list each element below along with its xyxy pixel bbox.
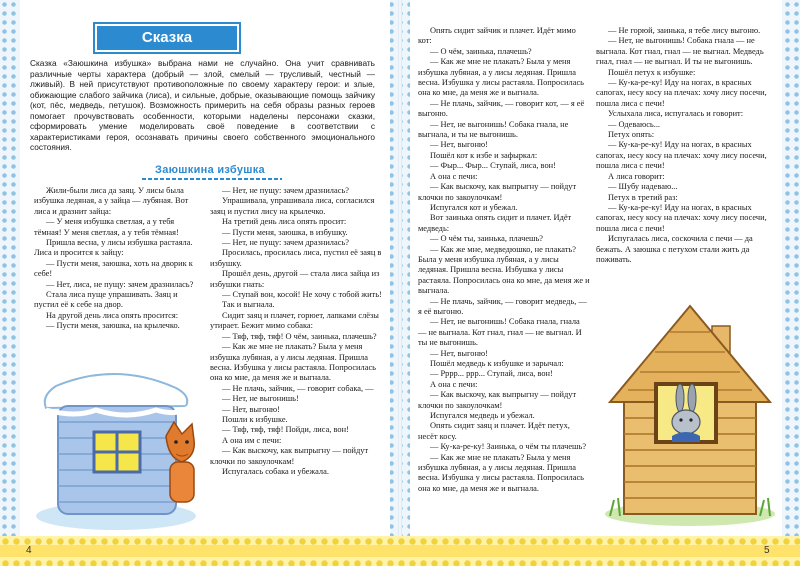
story-paragraph: Испугался кот и убежал. — [430, 202, 518, 212]
story-paragraph: — О чём, заинька, плачешь? — [430, 46, 532, 56]
story-paragraph: — Ку-ка-ре-ку! Иду на ногах, в красных сапогах, несу косу на плечах: хочу лису посечи, пошла лиса с печи! — [596, 78, 767, 108]
story-paragraph: Опять сидит заяц и плачет. Идёт петух, несёт косу. — [418, 421, 570, 441]
story-paragraph: — Пусти меня, заюшка, в избушку. — [222, 227, 348, 237]
story-paragraph: — Нет, не выгонишь! Собака гнала, не выгнала, и ты не выгонишь. — [418, 119, 569, 140]
story-paragraph: — Не горюй, заинька, я тебе лису выгоню. — [608, 26, 761, 35]
story-paragraph: На другой день лиса опять просится: — [46, 310, 179, 320]
story-paragraph: — Как выскочу, как выпрыгну — пойдут клочки по закоулочкам! — [418, 182, 577, 202]
text-column-1 — [34, 186, 194, 332]
story-paragraph: — Не плачь, зайчик, — говорит медведь, — я её выгоню. — [418, 296, 587, 316]
story-paragraph: — Ку-ка-ре-ку! Иду на ногах, в красных сапогах, несу косу на плечах: хочу лису посечи, пошла лиса с печи! — [596, 140, 767, 171]
story-paragraph: А она с печи: — [430, 171, 478, 181]
story-paragraph: — Тяф, тяф, тяф! Пойди, лиса, вон! — [222, 425, 349, 435]
story-paragraph: — У меня избушка светлая, а у тебя тёмная! У меня светлая, а у тебя тёмная! — [34, 217, 179, 237]
story-paragraph: На третий день лиса опять просит: — [222, 217, 347, 227]
story-paragraph: Петух в третий раз: — [608, 192, 678, 202]
section-title: Сказка — [95, 24, 239, 52]
story-paragraph: — Как же мне не плакать? Была у меня избушка лубяная, а у лисы ледяная. Пришла весна. Избушка у лисы растаяла. Попросилась она ко мне, да меня же и выгнала. — [418, 452, 584, 493]
story-paragraph: — Пусти меня, заюшка, хоть на дворик к себе! — [34, 258, 193, 279]
story-paragraph: Прошёл день, другой — стала лиса зайца из избушки гнать: — [210, 269, 380, 289]
story-paragraph: Пошёл медведь к избушке и зарычал: — [430, 359, 564, 368]
story-paragraph: — Нет, лиса, не пущу: зачем дразнилась? — [46, 279, 194, 289]
story-paragraph: — Ку-ка-ре-ку! Иду на ногах, в красных сапогах, несу косу на плечах: хочу лису посечи, пошла лиса с печи! — [596, 202, 767, 233]
snow-roof — [45, 374, 188, 408]
story-paragraph: — Нет, не выгонишь! Собака гнала, гнала — не выгнала. Кот гнал, гнал — не выгнал. И ты не выгонишь. — [418, 317, 582, 348]
story-paragraph: — Нет, выгоню! — [430, 348, 488, 358]
page-number-left: 4 — [26, 545, 32, 556]
page-number-right: 5 — [764, 545, 770, 556]
story-paragraph: Пошёл кот к избе и зафыркал: — [430, 150, 538, 160]
story-paragraph: — Фыр... Фыр... Ступай, лиса, вон! — [430, 161, 556, 171]
story-paragraph: — Шубу надеваю... — [608, 182, 678, 192]
story-paragraph: — Нет, не пущу: зачем дразнилась? — [222, 238, 349, 248]
story-paragraph: — Нет, не выгонишь! Собака гнала — не выгнала. Кот гнал, гнал — не выгнал. Медведь гнал, гнал — не выгнал. И ты не выгонишь. — [596, 36, 764, 67]
story-paragraph: — Не плачь, зайчик, — говорит кот, — я её выгоню. — [418, 98, 585, 119]
wooden-hut-illustration — [600, 302, 780, 530]
story-paragraph: — Как же мне не плакать? Была у меня избушка лубяная, а у лисы ледяная. Пришла весна. Избушка у лисы растаяла. Попросилась она ко мне, да меня же и выгнала. — [210, 342, 376, 383]
story-paragraph: — Как выскочу, как выпрыгну — пойдут клочки по закоулочкам! — [418, 390, 577, 410]
story-paragraph: — Не плачь, зайчик, — говорит собака, — — [222, 383, 374, 393]
story-title-underline — [142, 178, 282, 180]
book-spine — [398, 0, 402, 536]
story-paragraph: Сидит заяц и плачет, горюет, лапками слёзы утирает. Бежит мимо собака: — [210, 310, 379, 331]
story-paragraph: — Рррр... ррр... Ступай, лиса, вон! — [430, 369, 553, 379]
story-paragraph: — Тяф, тяф, тяф! О чём, заинька, плачешь? — [222, 331, 377, 341]
story-paragraph: Испугалась лиса, соскочила с печи — да бежать. А заюшка с петухом стали жить да поживать. — [596, 234, 753, 264]
story-paragraph: Испугался медведь и убежал. — [430, 411, 535, 421]
story-paragraph: Петух опять: — [608, 130, 655, 140]
story-paragraph: — Нет, выгоню! — [430, 140, 488, 150]
story-paragraph: — Нет, не выгонишь! — [222, 394, 299, 404]
footer-strip — [0, 536, 800, 566]
story-paragraph: Пошёл петух к избушке: — [608, 67, 696, 77]
footer-band — [0, 545, 800, 557]
ice-hut-illustration — [36, 366, 206, 531]
story-paragraph: А лиса говорит: — [608, 171, 665, 181]
story-paragraph: — Одеваюсь... — [608, 119, 661, 129]
intro-paragraph: Сказка «Заюшкина избушка» выбрана нами не случайно. Она учит сравнивать различные черты характера (добрый — злой, смелый — трусливый, честный — лживый). В ней присутствуют противоположные по своему характеру герои: и злые, обижающие слабого зайчика (лиса), и сильные, добрые, оказывающие помощь зайчику (кот, пёс, медведь, петушок). Возможность примерить на себя образы разных героев помогает прочувствовать особенности, которыми наделены персонажи сказки, сформировать умение моделировать своё поведение в соответствии с характеристиками героя, осознавать причины своего собственного эмоционального состояния. — [30, 58, 375, 152]
story-paragraph: — Как же мне, медведюшко, не плакать? Была у меня избушка лубяная, а у лисы ледяная. Пришла весна. Избушка у лисы растаяла. Попросилась она ко мне, да меня же и выгнала. — [418, 244, 590, 296]
story-paragraph: Так и выгнала. — [222, 300, 275, 310]
story-paragraph: — Как выскочу, как выпрыгну — пойдут клочки по закоулочкам! — [210, 446, 369, 466]
story-paragraph: — О чём ты, заинька, плачешь? — [430, 234, 544, 244]
story-paragraph: Стала лиса пуще упрашивать. Заяц и пустил её к себе на двор. — [34, 290, 178, 310]
story-paragraph: Упрашивала, упрашивала лиса, согласился заяц и пустил лису на крылечко. — [210, 196, 375, 216]
text-column-2 — [210, 186, 385, 477]
story-paragraph: Просилась, просилась лиса, пустил её заяц в избушку. — [210, 248, 382, 268]
story-paragraph: Услыхала лиса, испугалась и говорит: — [608, 109, 744, 119]
story-paragraph: — Как же мне не плакать? Была у меня избушка лубяная, а у лисы ледяная. Пришла весна. Избушка у лисы растаяла. Попросилась она ко мне, да меня же и выгнала. — [418, 57, 584, 98]
story-paragraph: Жили-были лиса да заяц. У лисы была избушка ледяная, а у зайца — лубяная. Вот лиса и дразнит зайца: — [34, 186, 189, 216]
story-paragraph: Вот заинька опять сидит и плачет. Идёт медведь: — [418, 213, 572, 233]
story-paragraph: Пошли к избушке. — [222, 414, 288, 424]
story-paragraph: Пришла весна, у лисы избушка растаяла. Лиса и просится к зайцу: — [34, 238, 193, 258]
story-paragraph: — Нет, не пущу: зачем дразнилась? — [222, 186, 349, 195]
story-paragraph: — Ступай вон, косой! Не хочу с тобой жить! — [222, 290, 382, 300]
story-paragraph: А она с печи: — [430, 379, 478, 389]
story-paragraph: — Пусти меня, заюшка, на крылечко. — [46, 321, 180, 331]
story-paragraph: А она им с печи: — [222, 435, 282, 445]
story-paragraph: Испугалась собака и убежала. — [222, 466, 329, 476]
story-paragraph: — Нет, выгоню! — [222, 404, 280, 414]
text-column-3 — [418, 26, 590, 494]
text-column-4 — [596, 26, 776, 265]
story-paragraph: Опять сидит зайчик и плачет. Идёт мимо кот: — [418, 26, 576, 46]
story-paragraph: — Ку-ка-ре-ку! Заинька, о чём ты плачешь? — [430, 442, 587, 452]
story-title: Заюшкина избушка — [155, 164, 265, 176]
